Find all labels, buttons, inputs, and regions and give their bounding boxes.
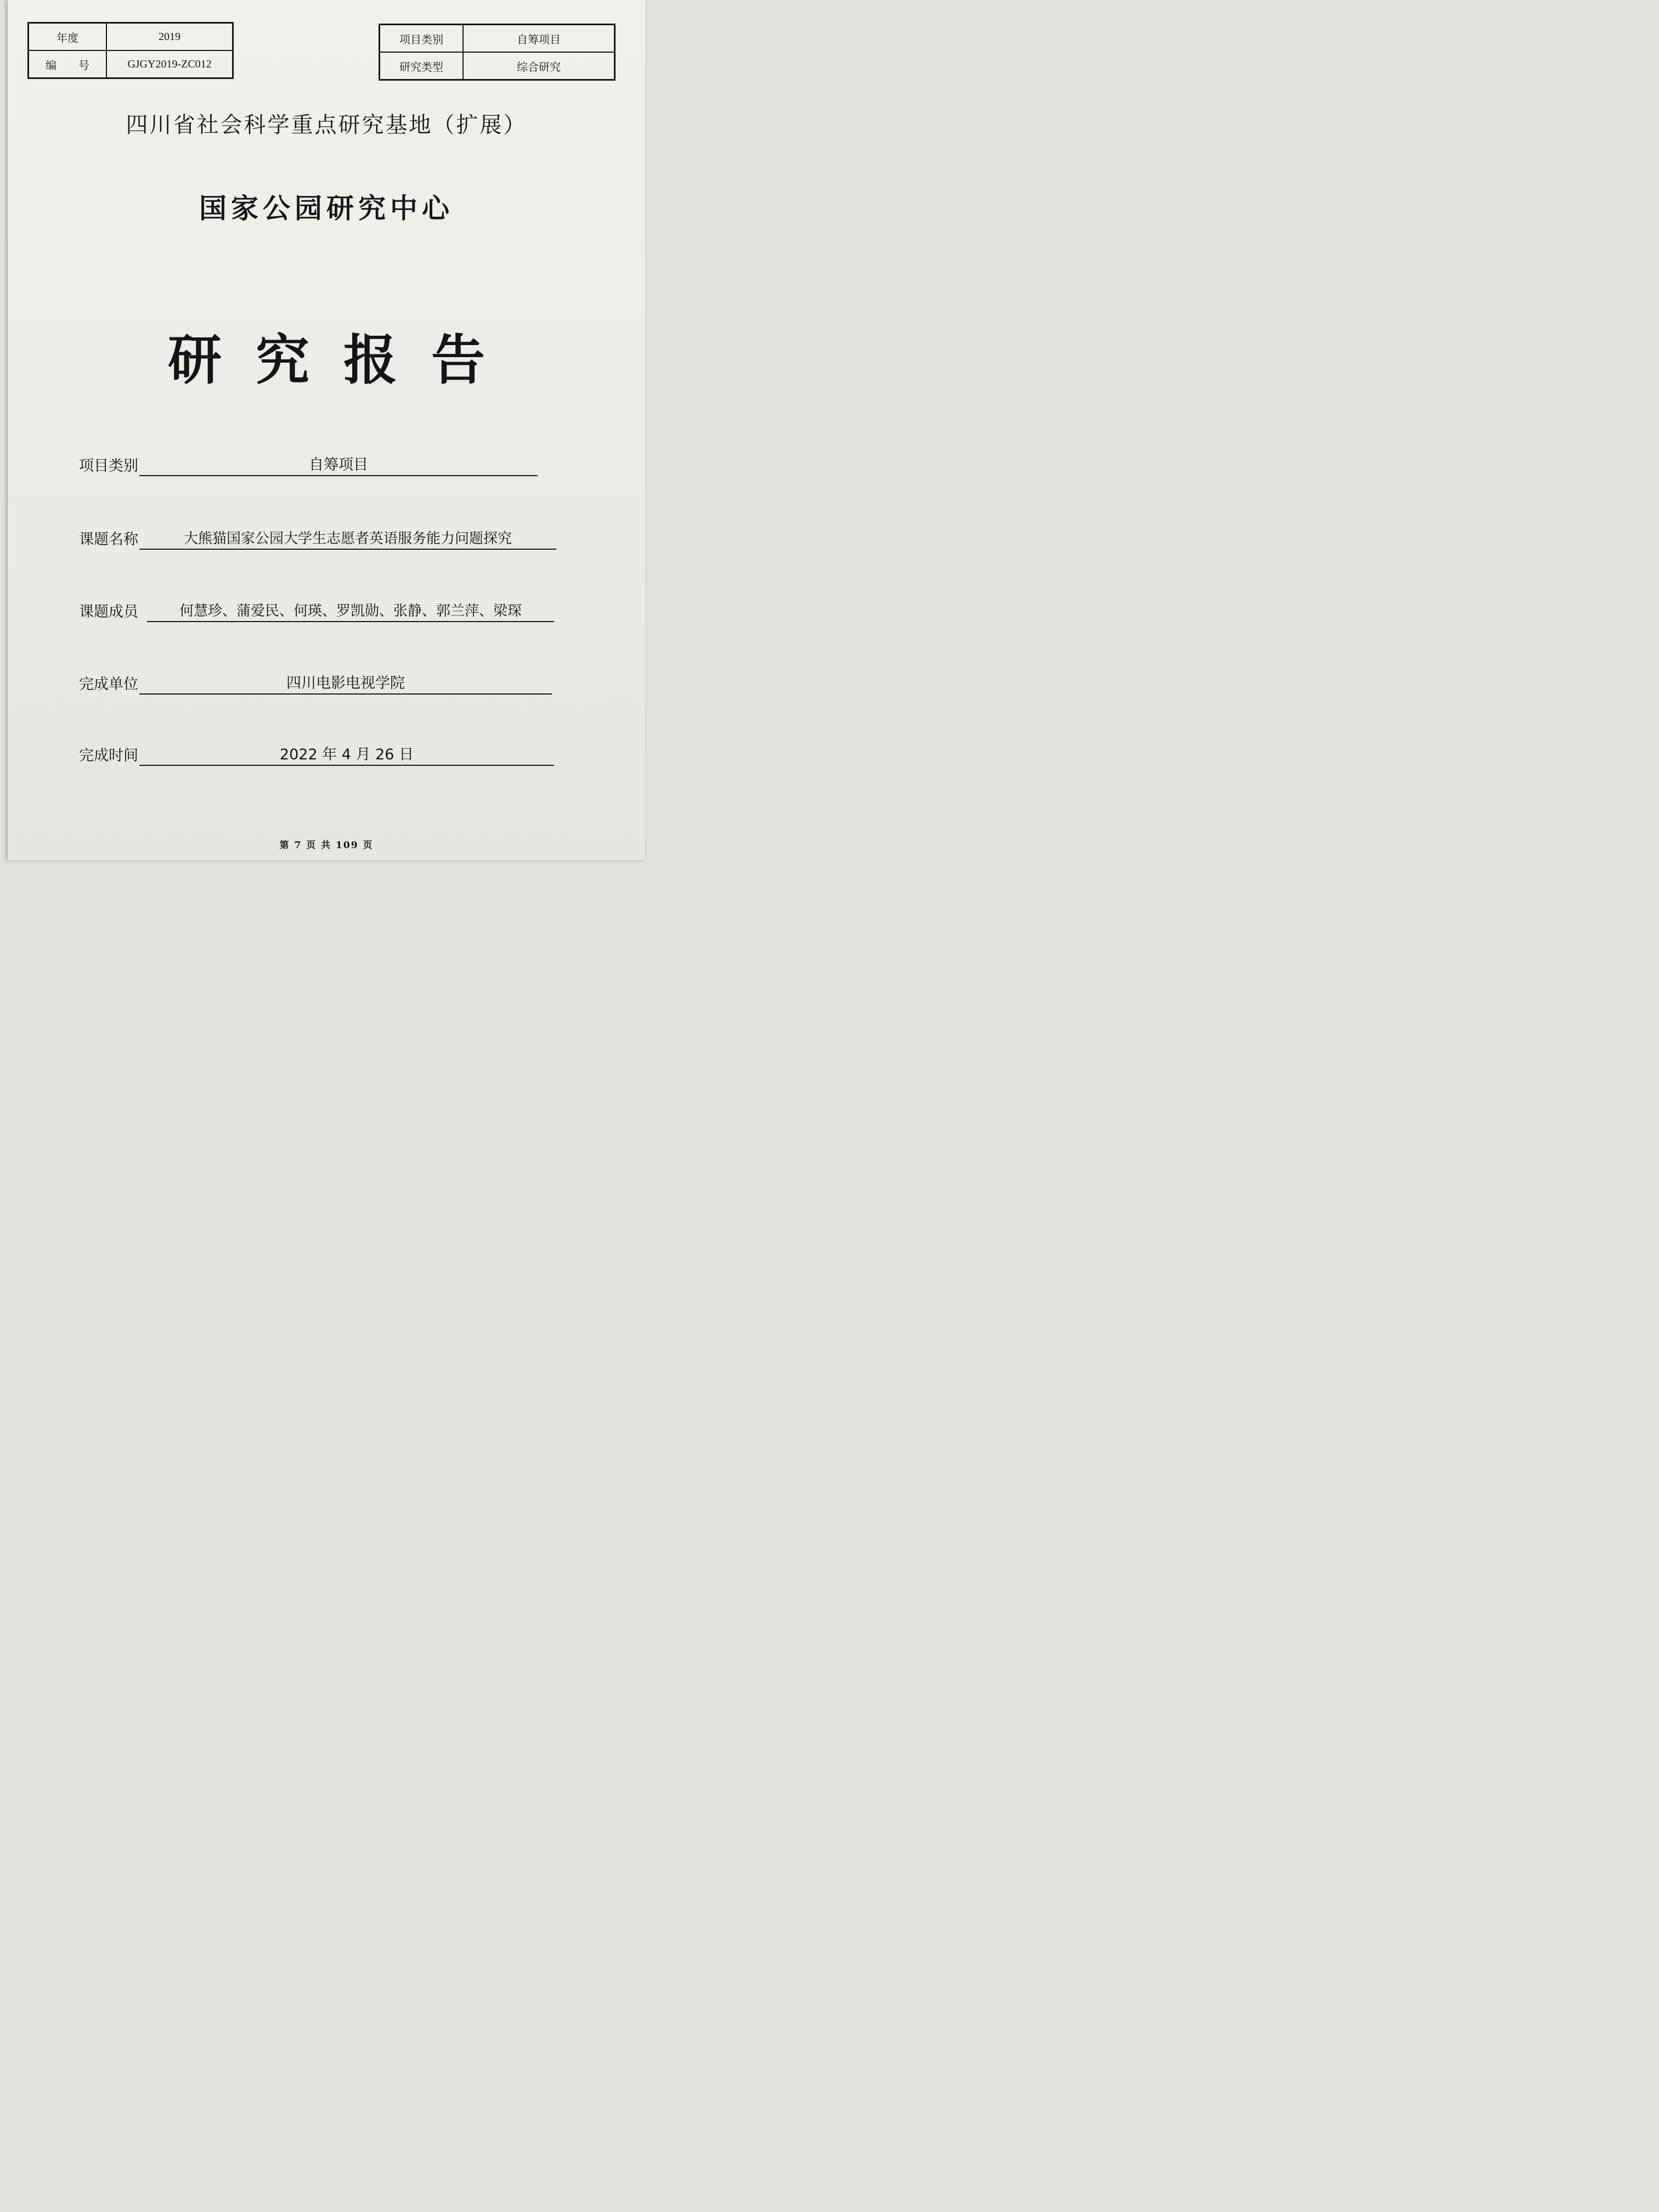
field-members xyxy=(79,600,554,622)
field-date xyxy=(79,744,554,766)
base-title: 四川省社会科学重点研究基地（扩展） xyxy=(126,112,527,138)
field-topic-label: 课题名称 xyxy=(79,531,138,548)
field-topic-value: 大熊猫国家公园大学生志愿者英语服务能力问题探究 xyxy=(139,529,556,550)
field-date-value: 2022 年 4 月 26 日 xyxy=(139,745,554,766)
number-value: GJGY2019-ZC012 xyxy=(106,50,233,78)
number-label: 编 号 xyxy=(29,50,107,78)
year-label: 年度 xyxy=(29,23,107,51)
field-members-label: 课题成员 xyxy=(79,603,138,620)
year-value: 2019 xyxy=(106,23,233,51)
field-unit-value: 四川电影电视学院 xyxy=(139,674,552,695)
field-category xyxy=(79,454,538,476)
category-value: 自筹项目 xyxy=(463,25,615,53)
field-members-value: 何慧珍、蒲爱民、何瑛、罗凯勋、张静、郭兰萍、梁琛 xyxy=(147,601,554,622)
field-date-label: 完成时间 xyxy=(79,747,138,764)
field-category-value: 自筹项目 xyxy=(139,455,538,476)
field-unit xyxy=(79,673,552,695)
field-category-label: 项目类别 xyxy=(79,458,138,475)
research-type-label: 研究类型 xyxy=(380,52,464,80)
research-type-value: 综合研究 xyxy=(463,52,615,80)
field-topic xyxy=(79,528,556,550)
report-title: 研究报告 xyxy=(167,329,519,392)
document-page xyxy=(8,0,645,860)
field-unit-label: 完成单位 xyxy=(79,676,138,693)
category-label: 项目类别 xyxy=(380,25,464,53)
page-number: 第 7 页 共 109 页 xyxy=(279,840,374,851)
project-type-table xyxy=(379,24,616,81)
center-title: 国家公园研究中心 xyxy=(199,193,454,224)
year-number-table xyxy=(27,22,234,79)
